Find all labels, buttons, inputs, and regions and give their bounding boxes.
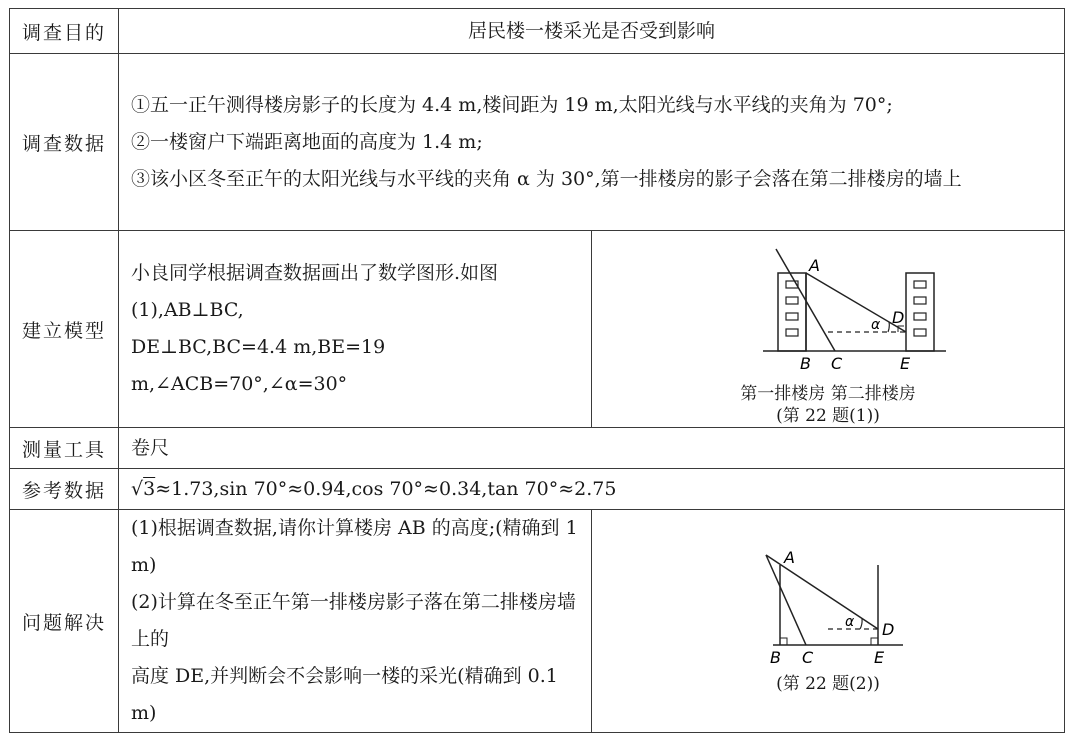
ref-row (10, 469, 1065, 510)
figure-2 (728, 547, 928, 669)
solve-row (10, 510, 1065, 733)
ref-label: 参考数据 (10, 469, 119, 510)
point-b-label: B (800, 354, 811, 373)
data-content (119, 54, 1065, 231)
ref-values: ≈1.73,sin 70°≈0.94,cos 70°≈0.34,tan 70°≈2.75 (155, 477, 617, 500)
figure-1-buildings (592, 383, 1064, 405)
data-label: 调查数据 (10, 54, 119, 231)
point-c-label: C (831, 354, 843, 373)
point-e-label-2: E (874, 648, 885, 667)
question-2: (2)计算在冬至正午第一排楼房影子落在第二排楼房墙上的 (131, 591, 576, 650)
alpha-label-2: α (845, 614, 855, 630)
data-item-1: ①五一正午测得楼房影子的长度为 4.4 m,楼间距为 19 m,太阳光线与水平线的夹角为 70°; (131, 93, 893, 116)
model-line-1: 小良同学根据调查数据画出了数学图形.如图(1),AB⊥BC, (131, 262, 499, 321)
purpose-row (10, 9, 1065, 54)
tool-value: 卷尺 (119, 428, 1065, 469)
model-text (119, 231, 592, 428)
building-1-label: 第一排楼房 (740, 384, 826, 404)
alpha-label: α (871, 317, 881, 333)
point-d-label-2: D (882, 620, 895, 639)
angle-alpha-arc (888, 322, 889, 332)
model-label: 建立模型 (10, 231, 119, 428)
tool-row (10, 428, 1065, 469)
question-1: (1)根据调查数据,请你计算楼房 AB 的高度;(精确到 1 m) (131, 517, 578, 576)
solve-label: 问题解决 (10, 510, 119, 733)
purpose-value: 居民楼一楼采光是否受到影响 (119, 9, 1065, 54)
tool-label: 测量工具 (10, 428, 119, 469)
ray-ad (806, 273, 906, 332)
survey-table (9, 8, 1065, 733)
angle-alpha-arc-2 (860, 619, 862, 629)
figure-1-cell (592, 231, 1065, 428)
figure-1-caption: (第 22 题(1)) (776, 406, 880, 426)
right-angle-e (871, 638, 878, 645)
point-b-label-2: B (770, 648, 781, 667)
right-angle-b (780, 638, 787, 645)
question-2-cont: 高度 DE,并判断会不会影响一楼的采光(精确到 0.1 m) (131, 665, 558, 724)
building-2 (906, 273, 934, 351)
ref-value (119, 469, 1065, 510)
data-item-2: ②一楼窗户下端距离地面的高度为 1.4 m; (131, 130, 483, 153)
data-row (10, 54, 1065, 231)
point-a-label: A (809, 256, 820, 275)
data-item-3: ③该小区冬至正午的太阳光线与水平线的夹角 α 为 30°,第一排楼房的影子会落在第二排楼房的墙上 (131, 167, 962, 190)
sqrt-radicand: 3 (143, 477, 156, 500)
model-line-2: DE⊥BC,BC=4.4 m,BE=19 m,∠ACB=70°,∠α=30° (131, 336, 386, 395)
point-e-label: E (900, 354, 911, 373)
building-2-label: 第二排楼房 (830, 384, 916, 404)
solve-text (119, 510, 592, 733)
building-1 (778, 273, 806, 351)
figure-2-caption: (第 22 题(2)) (776, 674, 880, 694)
sqrt-symbol: √ (131, 477, 144, 500)
figure-1 (708, 231, 948, 379)
model-row (10, 231, 1065, 428)
point-a-label-2: A (784, 548, 795, 567)
figure-2-cell (592, 510, 1065, 733)
point-d-label: D (892, 308, 905, 327)
purpose-label: 调查目的 (10, 9, 119, 54)
point-c-label-2: C (802, 648, 814, 667)
